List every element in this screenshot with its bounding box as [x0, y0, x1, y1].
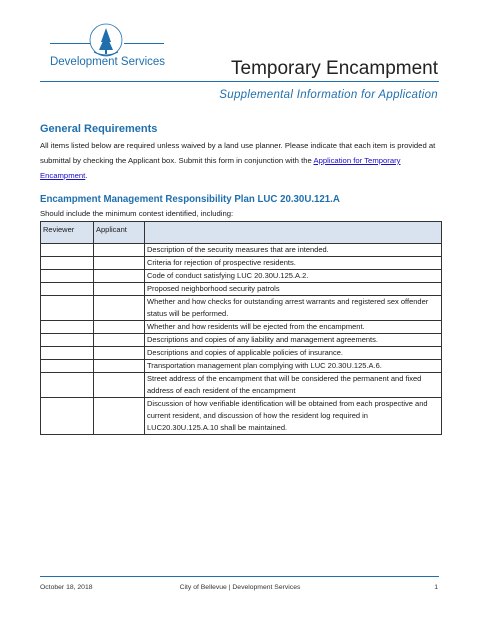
applicant-check-cell[interactable]	[94, 360, 145, 373]
requirement-description: Criteria for rejection of prospective residents.	[145, 257, 442, 270]
requirement-description: Discussion of how verifiable identification will be obtained from each prospective and current resident, and discussion of how the resident log required in LUC20.30U.125.A.10 shall be maintained.	[145, 398, 442, 435]
table-row	[41, 270, 442, 283]
reviewer-check-cell[interactable]	[41, 270, 94, 283]
reviewer-check-cell[interactable]	[41, 334, 94, 347]
general-requirements-heading: General Requirements	[40, 123, 158, 135]
table-row	[41, 398, 442, 435]
reviewer-check-cell[interactable]	[41, 283, 94, 296]
footer-page-number: 1	[434, 584, 438, 591]
reviewer-check-cell[interactable]	[41, 296, 94, 321]
page-subtitle: Supplemental Information for Application	[219, 89, 438, 101]
logo-divider-left	[50, 43, 90, 44]
table-row	[41, 334, 442, 347]
applicant-check-cell[interactable]	[94, 283, 145, 296]
page-title: Temporary Encampment	[231, 58, 438, 79]
table-row	[41, 373, 442, 398]
plan-note: Should include the minimum contest identified, including:	[40, 209, 234, 218]
requirement-description: Descriptions and copies of applicable policies of insurance.	[145, 347, 442, 360]
requirement-description: Whether and how checks for outstanding arrest warrants and registered sex offender status will be performed.	[145, 296, 442, 321]
plan-heading: Encampment Management Responsibility Plan LUC 20.30U.121.A	[40, 194, 340, 205]
requirement-description: Whether and how residents will be ejected from the encampment.	[145, 321, 442, 334]
description-column-header	[145, 222, 442, 244]
reviewer-check-cell[interactable]	[41, 398, 94, 435]
footer-rule	[40, 576, 439, 577]
requirement-description: Street address of the encampment that will be considered the permanent and fixed address of each resident of the encampment	[145, 373, 442, 398]
header-rule	[40, 81, 439, 82]
requirement-description: Description of the security measures that are intended.	[145, 244, 442, 257]
reviewer-check-cell[interactable]	[41, 347, 94, 360]
reviewer-check-cell[interactable]	[41, 321, 94, 334]
logo-divider-right	[124, 43, 164, 44]
table-header-row	[41, 222, 442, 244]
applicant-check-cell[interactable]	[94, 296, 145, 321]
intro-end: .	[85, 171, 88, 180]
applicant-check-cell[interactable]	[94, 398, 145, 435]
requirement-description: Descriptions and copies of any liability and management agreements.	[145, 334, 442, 347]
logo-text: Development Services	[49, 56, 166, 68]
footer-date: October 18, 2018	[40, 584, 93, 591]
reviewer-check-cell[interactable]	[41, 360, 94, 373]
applicant-check-cell[interactable]	[94, 244, 145, 257]
applicant-check-cell[interactable]	[94, 321, 145, 334]
table-row	[41, 283, 442, 296]
table-row	[41, 244, 442, 257]
reviewer-column-header: Reviewer	[41, 222, 94, 244]
application-link[interactable]: Application for Temporary Encampment	[40, 156, 401, 180]
table-row	[41, 347, 442, 360]
table-row	[41, 296, 442, 321]
reviewer-check-cell[interactable]	[41, 244, 94, 257]
footer-org: City of Bellevue | Development Services	[179, 584, 301, 591]
requirements-table	[40, 221, 442, 435]
intro-paragraph	[40, 138, 445, 183]
requirement-description: Transportation management plan complying with LUC 20.30U.125.A.6.	[145, 360, 442, 373]
table-row	[41, 257, 442, 270]
reviewer-check-cell[interactable]	[41, 257, 94, 270]
requirement-description: Code of conduct satisfying LUC 20.30U.125.A.2.	[145, 270, 442, 283]
applicant-check-cell[interactable]	[94, 270, 145, 283]
intro-text: All items listed below are required unless waived by a land use planner. Please indicate that each item is provided at submittal by checking the Applicant box. Submit this form in conjunction with the	[40, 141, 436, 165]
table-row	[41, 321, 442, 334]
applicant-check-cell[interactable]	[94, 373, 145, 398]
applicant-column-header: Applicant	[94, 222, 145, 244]
requirement-description: Proposed neighborhood security patrols	[145, 283, 442, 296]
applicant-check-cell[interactable]	[94, 257, 145, 270]
table-row	[41, 360, 442, 373]
reviewer-check-cell[interactable]	[41, 373, 94, 398]
applicant-check-cell[interactable]	[94, 347, 145, 360]
applicant-check-cell[interactable]	[94, 334, 145, 347]
city-logo	[40, 22, 175, 70]
